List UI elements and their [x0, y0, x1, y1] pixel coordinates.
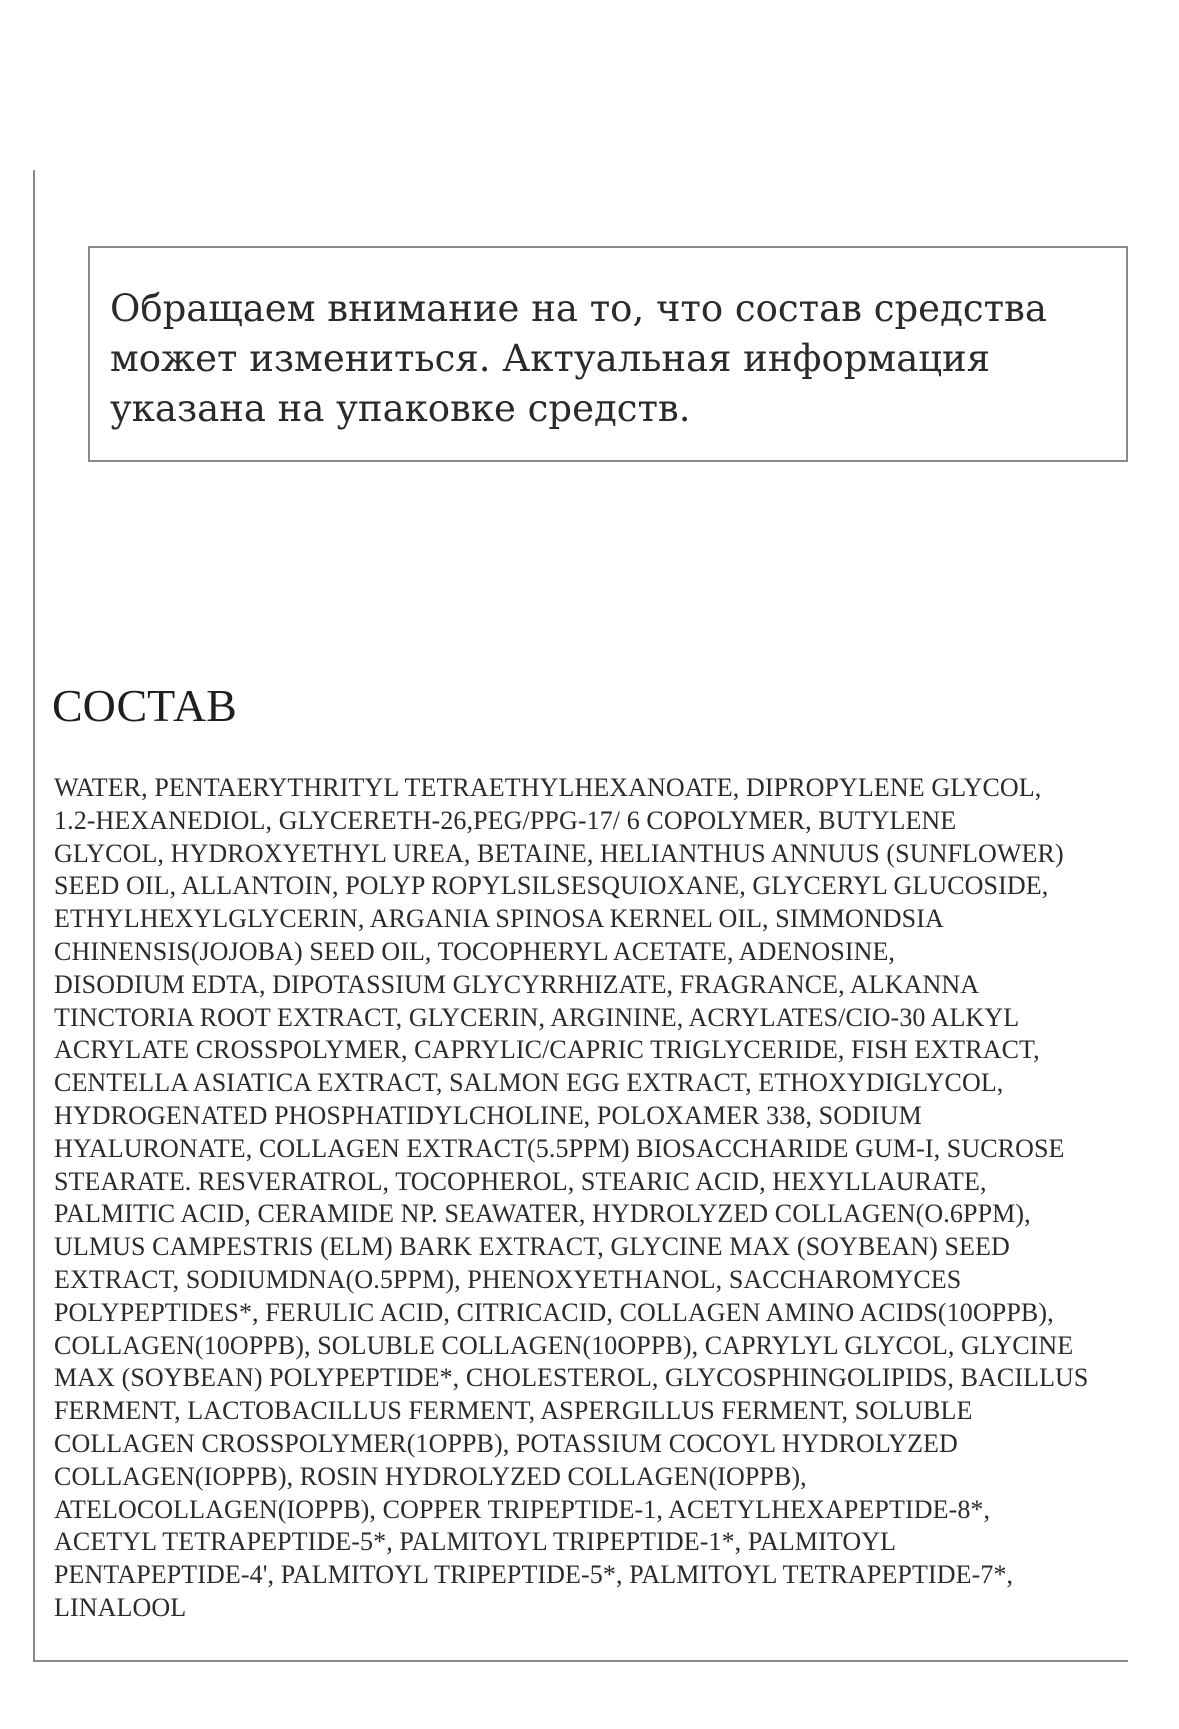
ingredients-line: ACETYL TETRAPEPTIDE-5*, PALMITOYL TRIPEPTIDE-1*, PALMITOYL [54, 1527, 897, 1557]
ingredients-line: ACRYLATE CROSSPOLYMER, CAPRYLIC/CAPRIC TRIGLYCERIDE, FISH EXTRACT, [54, 1035, 1040, 1065]
ingredients-line: CHINENSIS(JOJOBA) SEED OIL, TOCOPHERYL ACETATE, ADENOSINE, [54, 936, 896, 966]
ingredients-line: POLYPEPTIDES*, FERULIC ACID, CITRICACID, COLLAGEN AMINO ACIDS(10OPPB), [54, 1297, 1054, 1327]
ingredients-line: PENTAPEPTIDE-4', PALMITOYL TRIPEPTIDE-5*, PALMITOYL TETRAPEPTIDE-7*, [54, 1560, 1014, 1590]
notice-box [88, 246, 1128, 462]
ingredients-line: HYALURONATE, COLLAGEN EXTRACT(5.5PPM) BIOSACCHARIDE GUM-I, SUCROSE [54, 1133, 1065, 1163]
ingredients-line: EXTRACT, SODIUMDNA(O.5PPM), PHENOXYETHANOL, SACCHAROMYCES [54, 1264, 962, 1294]
ingredients-line: TINCTORIA ROOT EXTRACT, GLYCERIN, ARGININE, ACRYLATES/CIO-30 ALKYL [54, 1002, 1020, 1032]
ingredients-line: 1.2-HEXANEDIOL, GLYCERETH-26,PEG/PPG-17/ 6 COPOLYMER, BUTYLENE [54, 805, 957, 835]
ingredients-line: LINALOOL [54, 1592, 187, 1622]
notice-line: может измениться. Актуальная информация [110, 337, 991, 380]
ingredients-line: PALMITIC ACID, CERAMIDE NP. SEAWATER, HYDROLYZED COLLAGEN(O.6PPM), [54, 1199, 1031, 1229]
ingredients-line: MAX (SOYBEAN) POLYPEPTIDE*, CHOLESTEROL, GLYCOSPHINGOLIPIDS, BACILLUS [54, 1363, 1089, 1393]
ingredients-list [54, 772, 1164, 1625]
ingredients-line: HYDROGENATED PHOSPHATIDYLCHOLINE, POLOXAMER 338, SODIUM [54, 1100, 922, 1130]
ingredients-line: SEED OIL, ALLANTOIN, POLYP ROPYLSILSESQUIOXANE, GLYCERYL GLUCOSIDE, [54, 871, 1049, 901]
frame-left-border [33, 170, 35, 1660]
notice-line: указана на упаковке средств. [110, 387, 691, 430]
ingredients-line: DISODIUM EDTA, DIPOTASSIUM GLYCYRRHIZATE, FRAGRANCE, ALKANNA [54, 969, 980, 999]
ingredients-line: ULMUS CAMPESTRIS (ELM) BARK EXTRACT, GLYCINE MAX (SOYBEAN) SEED [54, 1232, 1010, 1262]
frame-bottom-border [33, 1660, 1128, 1662]
notice-line: Обращаем внимание на то, что состав средства [110, 287, 1047, 330]
ingredients-line: CENTELLA ASIATICA EXTRACT, SALMON EGG EXTRACT, ETHOXYDIGLYCOL, [54, 1068, 1004, 1098]
ingredients-line: ATELOCOLLAGEN(IOPPB), COPPER TRIPEPTIDE-1, ACETYLHEXAPEPTIDE-8*, [54, 1494, 991, 1524]
ingredients-line: ETHYLHEXYLGLYCERIN, ARGANIA SPINOSA KERNEL OIL, SIMMONDSIA [54, 904, 944, 934]
ingredients-line: GLYCOL, HYDROXYETHYL UREA, BETAINE, HELIANTHUS ANNUUS (SUNFLOWER) [54, 838, 1064, 868]
composition-title: СОСТАВ [52, 680, 237, 731]
ingredients-line: STEARATE. RESVERATROL, TOCOPHEROL, STEARIC ACID, HEXYLLAURATE, [54, 1166, 987, 1196]
ingredients-line: COLLAGEN(IOPPB), ROSIN HYDROLYZED COLLAGEN(IOPPB), [54, 1461, 807, 1491]
ingredients-line: WATER, PENTAERYTHRITYL TETRAETHYLHEXANOATE, DIPROPYLENE GLYCOL, [54, 773, 1042, 802]
ingredients-line: FERMENT, LACTOBACILLUS FERMENT, ASPERGILLUS FERMENT, SOLUBLE [54, 1396, 973, 1426]
ingredients-line: COLLAGEN CROSSPOLYMER(1OPPB), POTASSIUM COCOYL HYDROLYZED [54, 1428, 958, 1458]
ingredients-line: COLLAGEN(10OPPB), SOLUBLE COLLAGEN(10OPPB), CAPRYLYL GLYCOL, GLYCINE [54, 1330, 1074, 1360]
